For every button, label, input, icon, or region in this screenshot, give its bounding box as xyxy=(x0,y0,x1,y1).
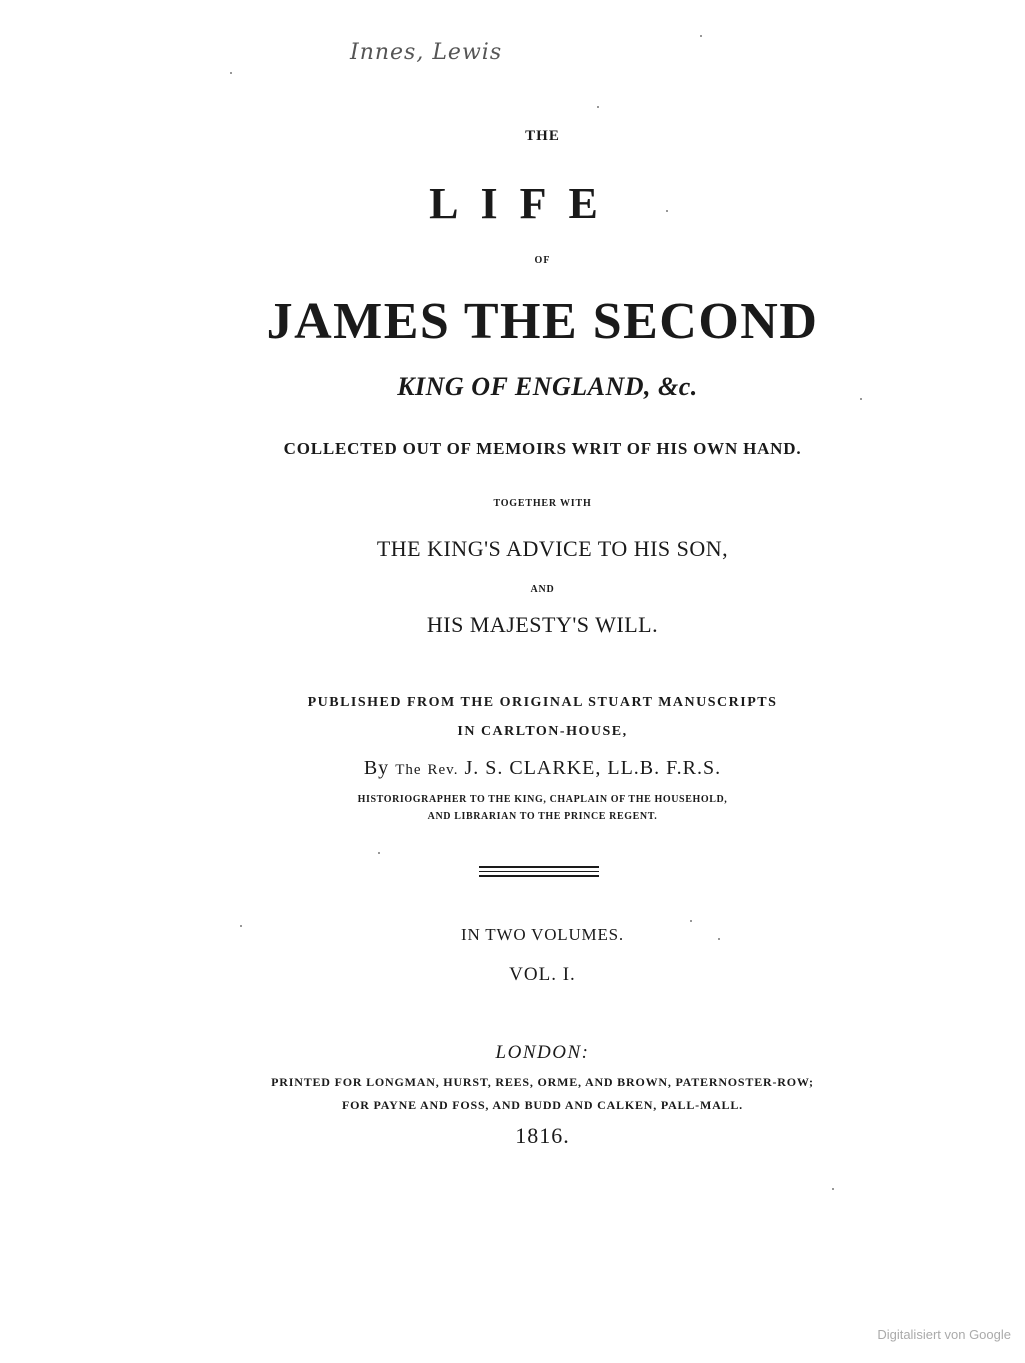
paper-speck xyxy=(690,920,692,922)
printer-line-1: PRINTED FOR LONGMAN, HURST, REES, ORME, AND BROWN, PATERNOSTER-ROW; xyxy=(271,1075,814,1089)
title-the: THE xyxy=(525,128,560,144)
paper-speck xyxy=(860,398,862,400)
published-line-2: IN CARLTON-HOUSE, xyxy=(457,724,628,739)
advice-line: THE KING'S ADVICE TO HIS SON, xyxy=(376,536,729,561)
paper-speck xyxy=(718,938,720,940)
handwritten-annotation: Innes, Lewis xyxy=(350,40,503,65)
author-name: J. S. CLARKE, LL.B. F.R.S. xyxy=(464,757,722,779)
author-by: By xyxy=(363,757,390,779)
paper-speck xyxy=(597,106,599,108)
published-line-1: PUBLISHED FROM THE ORIGINAL STUART MANUSCRIPTS xyxy=(307,695,778,710)
author-the: The xyxy=(395,762,422,778)
author-line xyxy=(30,757,1025,780)
paper-speck xyxy=(230,72,232,74)
title-life: LIFE xyxy=(429,179,620,228)
imprint-place: LONDON: xyxy=(495,1042,590,1063)
paper-speck xyxy=(378,852,380,854)
author-titles-2: AND LIBRARIAN TO THE PRINCE REGENT. xyxy=(427,811,658,822)
printer-line-2: FOR PAYNE AND FOSS, AND BUDD AND CALKEN, PALL-MALL. xyxy=(342,1098,743,1112)
title-of: OF xyxy=(534,255,551,266)
paper-speck xyxy=(832,1188,834,1190)
and-line: AND xyxy=(530,584,555,595)
title-king: KING OF ENGLAND, &c. xyxy=(397,372,698,401)
imprint-year: 1816. xyxy=(515,1123,570,1148)
will-line: HIS MAJESTY'S WILL. xyxy=(426,612,659,637)
paper-speck xyxy=(666,210,668,212)
paper-speck xyxy=(240,925,242,927)
collected-line: COLLECTED OUT OF MEMOIRS WRIT OF HIS OWN HAND. xyxy=(283,439,802,458)
author-rev: Rev. xyxy=(427,762,459,778)
title-subject: JAMES THE SECOND xyxy=(266,293,819,350)
volume-number: VOL. I. xyxy=(509,964,576,985)
paper-speck xyxy=(700,35,702,37)
volumes-line: IN TWO VOLUMES. xyxy=(461,925,624,944)
digitization-watermark: Digitalisiert von Google xyxy=(877,1327,1011,1342)
author-titles-1: HISTORIOGRAPHER TO THE KING, CHAPLAIN OF THE HOUSEHOLD, xyxy=(357,794,728,805)
divider-rule xyxy=(479,871,599,872)
divider-rule xyxy=(479,866,599,868)
divider-rule xyxy=(479,875,599,877)
together-with-line: TOGETHER WITH xyxy=(493,498,592,509)
